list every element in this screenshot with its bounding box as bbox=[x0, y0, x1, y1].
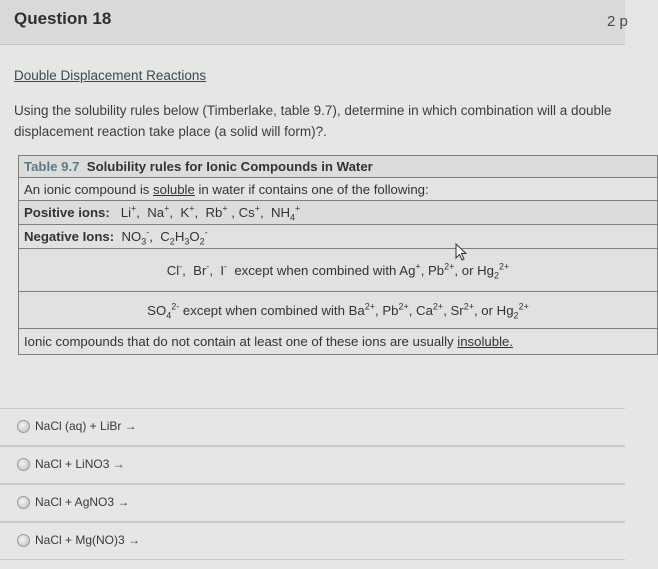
table-name: Solubility rules for Ionic Compounds in Water bbox=[86, 159, 373, 174]
question-header bbox=[0, 0, 628, 45]
positive-ions-list: Li+, Na+, K+, Rb+ , Cs+, $NH_4^+$ bbox=[113, 203, 301, 223]
insoluble-word: insoluble. bbox=[457, 334, 513, 349]
intro-text-end: in water if contains one of the following: bbox=[194, 181, 429, 197]
mouse-cursor-icon bbox=[455, 243, 469, 263]
answer-option-label: NaCl + AgNO3 → bbox=[35, 495, 130, 509]
sulfate-ion-row bbox=[19, 292, 658, 329]
halide-ions-row bbox=[19, 249, 658, 292]
table-intro-row bbox=[19, 178, 658, 201]
answer-option[interactable] bbox=[0, 408, 625, 446]
negative-ions-list: $NO_3^-$, $C_2H_3O_2^-$ bbox=[117, 227, 208, 247]
soluble-word: soluble bbox=[153, 181, 195, 197]
table-title-row bbox=[19, 156, 658, 178]
solubility-rules-table bbox=[18, 155, 658, 355]
intro-text: An ionic compound is bbox=[24, 181, 154, 197]
footer-text: Ionic compounds that do not contain at least one of these ions are usually bbox=[24, 334, 458, 349]
table-number: Table 9.7 bbox=[24, 159, 80, 174]
negative-ions-row bbox=[19, 225, 658, 249]
answer-option[interactable] bbox=[0, 446, 625, 484]
question-prompt: Using the solubility rules below (Timberlake, table 9.7), determine in which combination will a double displacement reaction take place (a solid will form)?. bbox=[14, 103, 612, 139]
positive-ions-row bbox=[19, 201, 658, 225]
radio-button-icon[interactable] bbox=[17, 420, 30, 433]
answer-option-label: NaCl + LiNO3 → bbox=[35, 457, 125, 471]
positive-ions-label: Positive ions: bbox=[24, 205, 110, 220]
sulfate-ion-text: $SO_4^{2-}$ except when combined with $Ba^{2+}$, $Pb^{2+}$, $Ca^{2+}$, $Sr^{2+}$, or $Hg_2^{2+}$ bbox=[147, 301, 529, 321]
radio-button-icon[interactable] bbox=[17, 496, 30, 509]
answer-option[interactable] bbox=[0, 522, 625, 560]
question-points: 2 p bbox=[607, 13, 628, 30]
section-title: Double Displacement Reactions bbox=[14, 68, 207, 83]
answer-option-label: NaCl + Mg(NO)3 → bbox=[35, 533, 141, 547]
negative-ions-label: Negative Ions: bbox=[24, 229, 115, 244]
table-footer-row bbox=[19, 329, 658, 355]
question-title: Question 18 bbox=[14, 9, 112, 28]
halide-ions-text: Cl-, Br-, I- except when combined with Ag+, $Pb^{2+}$, or $Hg_2^{2+}$ bbox=[166, 261, 510, 281]
answer-option-label: NaCl (aq) + LiBr → bbox=[35, 419, 137, 433]
radio-button-icon[interactable] bbox=[17, 458, 30, 471]
radio-button-icon[interactable] bbox=[17, 534, 30, 547]
answer-option[interactable] bbox=[0, 484, 625, 522]
